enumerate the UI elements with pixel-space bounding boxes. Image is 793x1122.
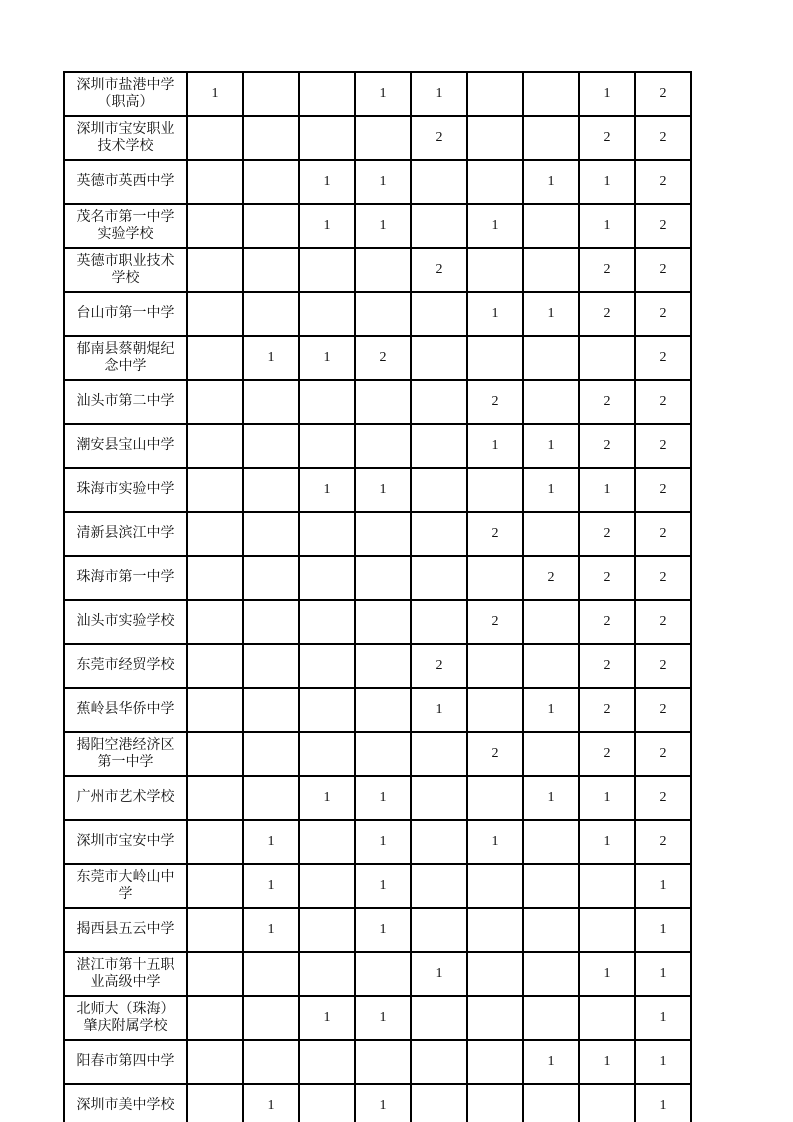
table-row [64, 72, 691, 116]
table-row [64, 996, 691, 1040]
value-cell: 1 [467, 820, 523, 864]
value-cell [355, 1040, 411, 1084]
value-cell: 1 [243, 1084, 299, 1122]
value-cell [243, 72, 299, 116]
value-cell: 1 [467, 424, 523, 468]
table-row [64, 556, 691, 600]
value-cell [411, 468, 467, 512]
value-cell: 2 [579, 116, 635, 160]
value-cell: 1 [467, 292, 523, 336]
value-cell: 2 [635, 512, 691, 556]
value-cell: 2 [635, 204, 691, 248]
value-cell: 1 [187, 72, 243, 116]
value-cell [467, 952, 523, 996]
school-name-cell: 阳春市第四中学 [64, 1040, 187, 1084]
value-cell [523, 204, 579, 248]
value-cell: 1 [523, 776, 579, 820]
value-cell [355, 952, 411, 996]
value-cell: 2 [523, 556, 579, 600]
value-cell [187, 864, 243, 908]
value-cell: 2 [635, 776, 691, 820]
value-cell: 2 [635, 600, 691, 644]
value-cell: 2 [635, 380, 691, 424]
school-name-cell: 蕉岭县华侨中学 [64, 688, 187, 732]
table-row [64, 820, 691, 864]
value-cell [467, 556, 523, 600]
value-cell [523, 644, 579, 688]
value-cell [355, 732, 411, 776]
table-row [64, 600, 691, 644]
value-cell: 2 [411, 116, 467, 160]
value-cell [523, 248, 579, 292]
value-cell: 1 [243, 336, 299, 380]
school-name-cell: 北师大（珠海）肇庆附属学校 [64, 996, 187, 1040]
value-cell [467, 160, 523, 204]
value-cell: 1 [299, 776, 355, 820]
value-cell [411, 380, 467, 424]
value-cell: 1 [355, 996, 411, 1040]
value-cell [299, 1084, 355, 1122]
value-cell [187, 644, 243, 688]
school-name-cell: 东莞市经贸学校 [64, 644, 187, 688]
value-cell [411, 204, 467, 248]
value-cell [299, 864, 355, 908]
school-name-cell: 珠海市实验中学 [64, 468, 187, 512]
value-cell: 1 [299, 468, 355, 512]
value-cell: 1 [523, 1040, 579, 1084]
value-cell: 1 [355, 820, 411, 864]
table-row [64, 204, 691, 248]
value-cell [243, 688, 299, 732]
value-cell [187, 116, 243, 160]
school-name-cell: 台山市第一中学 [64, 292, 187, 336]
table-row [64, 644, 691, 688]
value-cell [411, 732, 467, 776]
value-cell [579, 864, 635, 908]
value-cell [299, 292, 355, 336]
value-cell [467, 248, 523, 292]
value-cell [187, 160, 243, 204]
table-row [64, 776, 691, 820]
value-cell [523, 380, 579, 424]
value-cell [299, 952, 355, 996]
value-cell: 2 [579, 600, 635, 644]
value-cell [523, 908, 579, 952]
value-cell: 2 [467, 600, 523, 644]
value-cell [187, 292, 243, 336]
value-cell [187, 908, 243, 952]
value-cell [523, 820, 579, 864]
value-cell: 2 [635, 732, 691, 776]
value-cell: 1 [579, 776, 635, 820]
value-cell [411, 160, 467, 204]
value-cell [411, 996, 467, 1040]
value-cell: 1 [411, 72, 467, 116]
value-cell: 1 [467, 204, 523, 248]
value-cell [467, 644, 523, 688]
value-cell: 2 [411, 644, 467, 688]
value-cell [467, 72, 523, 116]
value-cell: 1 [523, 688, 579, 732]
value-cell: 1 [579, 468, 635, 512]
value-cell [355, 292, 411, 336]
value-cell [411, 336, 467, 380]
value-cell [467, 688, 523, 732]
value-cell: 2 [467, 732, 523, 776]
value-cell: 1 [299, 160, 355, 204]
school-name-cell: 潮安县宝山中学 [64, 424, 187, 468]
value-cell: 1 [523, 468, 579, 512]
school-name-cell: 郁南县蔡朝焜纪念中学 [64, 336, 187, 380]
value-cell: 1 [523, 160, 579, 204]
value-cell [243, 204, 299, 248]
value-cell [467, 336, 523, 380]
value-cell [355, 424, 411, 468]
school-name-cell: 茂名市第一中学实验学校 [64, 204, 187, 248]
value-cell: 2 [635, 424, 691, 468]
value-cell [355, 248, 411, 292]
school-name-cell: 汕头市实验学校 [64, 600, 187, 644]
value-cell [243, 248, 299, 292]
value-cell [299, 908, 355, 952]
value-cell [355, 688, 411, 732]
value-cell: 1 [635, 908, 691, 952]
value-cell: 1 [411, 952, 467, 996]
value-cell [187, 336, 243, 380]
table-row [64, 468, 691, 512]
value-cell: 1 [579, 952, 635, 996]
value-cell [187, 600, 243, 644]
value-cell [187, 820, 243, 864]
value-cell [523, 864, 579, 908]
value-cell: 1 [523, 424, 579, 468]
value-cell [523, 1084, 579, 1122]
value-cell [243, 644, 299, 688]
value-cell [187, 952, 243, 996]
value-cell [243, 380, 299, 424]
value-cell [523, 952, 579, 996]
value-cell [411, 424, 467, 468]
value-cell [523, 512, 579, 556]
value-cell [187, 380, 243, 424]
value-cell [187, 996, 243, 1040]
value-cell: 2 [579, 292, 635, 336]
value-cell [411, 1040, 467, 1084]
value-cell [243, 1040, 299, 1084]
value-cell [579, 996, 635, 1040]
value-cell: 2 [355, 336, 411, 380]
table-row [64, 952, 691, 996]
value-cell: 2 [467, 380, 523, 424]
school-name-cell: 深圳市宝安职业技术学校 [64, 116, 187, 160]
value-cell: 2 [579, 556, 635, 600]
value-cell [411, 512, 467, 556]
value-cell [187, 512, 243, 556]
value-cell: 1 [355, 864, 411, 908]
table-row [64, 424, 691, 468]
value-cell [299, 72, 355, 116]
school-name-cell: 汕头市第二中学 [64, 380, 187, 424]
table-row [64, 336, 691, 380]
school-name-cell: 深圳市宝安中学 [64, 820, 187, 864]
value-cell [299, 248, 355, 292]
value-cell [579, 1084, 635, 1122]
table-row [64, 1040, 691, 1084]
value-cell: 2 [635, 468, 691, 512]
table-row [64, 908, 691, 952]
value-cell [355, 556, 411, 600]
value-cell: 1 [523, 292, 579, 336]
value-cell [411, 908, 467, 952]
value-cell [467, 1084, 523, 1122]
table-body [64, 72, 691, 1122]
value-cell: 1 [355, 72, 411, 116]
value-cell [355, 116, 411, 160]
value-cell [299, 556, 355, 600]
value-cell: 2 [635, 116, 691, 160]
value-cell [187, 1040, 243, 1084]
value-cell [299, 820, 355, 864]
value-cell: 1 [579, 72, 635, 116]
school-name-cell: 深圳市盐港中学（职高） [64, 72, 187, 116]
table-row [64, 688, 691, 732]
table-row [64, 292, 691, 336]
value-cell [299, 512, 355, 556]
value-cell [243, 556, 299, 600]
value-cell [187, 468, 243, 512]
value-cell: 1 [579, 160, 635, 204]
value-cell: 1 [635, 864, 691, 908]
value-cell [467, 908, 523, 952]
value-cell [187, 1084, 243, 1122]
value-cell [243, 292, 299, 336]
value-cell: 1 [243, 864, 299, 908]
value-cell: 2 [579, 512, 635, 556]
value-cell [411, 292, 467, 336]
value-cell: 2 [635, 336, 691, 380]
value-cell [243, 512, 299, 556]
value-cell [187, 776, 243, 820]
value-cell [299, 116, 355, 160]
value-cell [523, 600, 579, 644]
table-row [64, 116, 691, 160]
value-cell [579, 908, 635, 952]
school-name-cell: 珠海市第一中学 [64, 556, 187, 600]
value-cell: 2 [579, 644, 635, 688]
school-name-cell: 湛江市第十五职业高级中学 [64, 952, 187, 996]
value-cell [467, 996, 523, 1040]
value-cell [523, 72, 579, 116]
value-cell: 2 [579, 424, 635, 468]
value-cell: 2 [579, 688, 635, 732]
value-cell [299, 1040, 355, 1084]
value-cell [355, 512, 411, 556]
value-cell: 1 [355, 776, 411, 820]
value-cell [299, 644, 355, 688]
value-cell [467, 116, 523, 160]
school-name-cell: 英德市英西中学 [64, 160, 187, 204]
table-row [64, 1084, 691, 1122]
table-row [64, 864, 691, 908]
value-cell [411, 600, 467, 644]
school-name-cell: 东莞市大岭山中学 [64, 864, 187, 908]
value-cell [411, 820, 467, 864]
value-cell [243, 996, 299, 1040]
value-cell: 2 [635, 160, 691, 204]
value-cell: 2 [635, 292, 691, 336]
value-cell [411, 864, 467, 908]
value-cell [243, 468, 299, 512]
table-row [64, 248, 691, 292]
school-name-cell: 揭西县五云中学 [64, 908, 187, 952]
table-row [64, 512, 691, 556]
value-cell: 1 [355, 908, 411, 952]
value-cell [355, 380, 411, 424]
value-cell: 1 [635, 996, 691, 1040]
value-cell: 1 [355, 468, 411, 512]
value-cell [299, 600, 355, 644]
school-score-table [63, 71, 692, 1122]
value-cell [187, 248, 243, 292]
value-cell: 2 [635, 72, 691, 116]
value-cell: 2 [579, 732, 635, 776]
value-cell [243, 424, 299, 468]
value-cell [187, 732, 243, 776]
value-cell [187, 204, 243, 248]
value-cell [299, 424, 355, 468]
value-cell [299, 688, 355, 732]
value-cell [411, 556, 467, 600]
value-cell [243, 600, 299, 644]
value-cell: 1 [635, 952, 691, 996]
table-row [64, 160, 691, 204]
value-cell: 2 [635, 644, 691, 688]
value-cell: 2 [635, 688, 691, 732]
value-cell [243, 116, 299, 160]
value-cell [299, 380, 355, 424]
school-name-cell: 广州市艺术学校 [64, 776, 187, 820]
value-cell [355, 644, 411, 688]
value-cell: 1 [579, 1040, 635, 1084]
value-cell: 2 [579, 248, 635, 292]
school-name-cell: 揭阳空港经济区第一中学 [64, 732, 187, 776]
value-cell: 1 [243, 908, 299, 952]
value-cell [299, 732, 355, 776]
table-row [64, 732, 691, 776]
value-cell [355, 600, 411, 644]
value-cell [187, 556, 243, 600]
value-cell: 2 [635, 820, 691, 864]
value-cell [523, 732, 579, 776]
value-cell [187, 688, 243, 732]
value-cell: 2 [635, 556, 691, 600]
value-cell [187, 424, 243, 468]
value-cell: 1 [299, 996, 355, 1040]
value-cell [243, 160, 299, 204]
value-cell [243, 776, 299, 820]
value-cell [411, 776, 467, 820]
value-cell: 1 [355, 204, 411, 248]
value-cell [467, 776, 523, 820]
value-cell: 1 [243, 820, 299, 864]
school-name-cell: 清新县滨江中学 [64, 512, 187, 556]
value-cell: 1 [635, 1040, 691, 1084]
value-cell: 1 [579, 204, 635, 248]
value-cell: 1 [355, 1084, 411, 1122]
value-cell: 1 [411, 688, 467, 732]
school-name-cell: 英德市职业技术学校 [64, 248, 187, 292]
value-cell [523, 116, 579, 160]
table-row [64, 380, 691, 424]
value-cell [467, 1040, 523, 1084]
value-cell [523, 996, 579, 1040]
value-cell: 1 [299, 204, 355, 248]
value-cell [467, 864, 523, 908]
value-cell [467, 468, 523, 512]
value-cell: 1 [635, 1084, 691, 1122]
value-cell [411, 1084, 467, 1122]
value-cell [243, 732, 299, 776]
value-cell [243, 952, 299, 996]
value-cell: 2 [467, 512, 523, 556]
value-cell [523, 336, 579, 380]
value-cell: 2 [411, 248, 467, 292]
value-cell: 1 [355, 160, 411, 204]
value-cell: 1 [579, 820, 635, 864]
school-name-cell: 深圳市美中学校 [64, 1084, 187, 1122]
value-cell: 1 [299, 336, 355, 380]
value-cell: 2 [635, 248, 691, 292]
value-cell [579, 336, 635, 380]
value-cell: 2 [579, 380, 635, 424]
